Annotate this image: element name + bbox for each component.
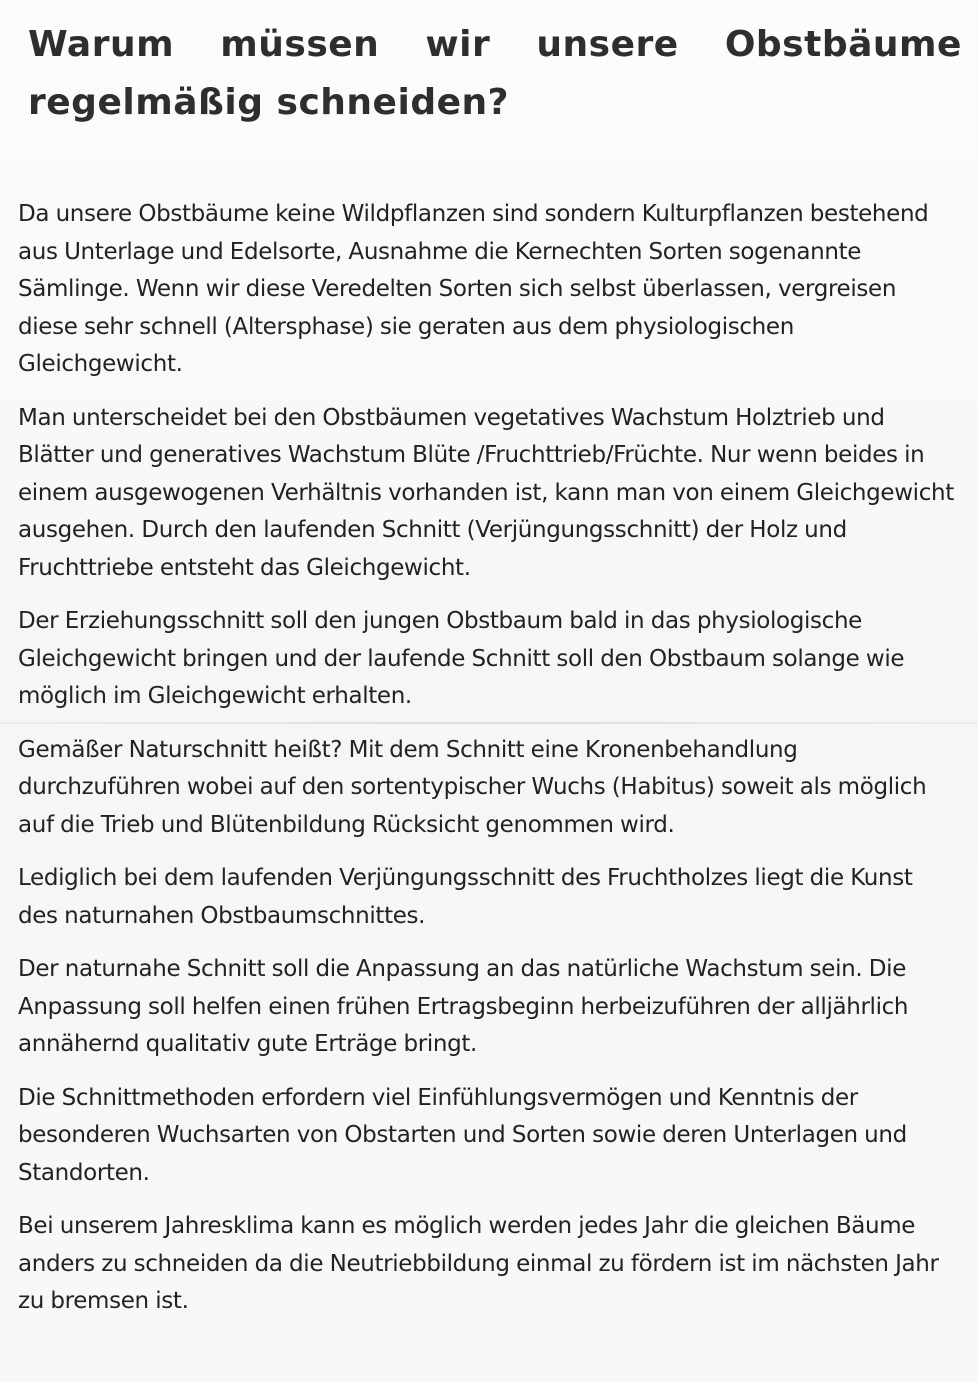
paragraph-rejuvenation: Lediglich bei dem laufenden Verjüngungsschnitt des Fruchtholzes liegt die Kunst des naturnahen Obstbaumschnittes. xyxy=(18,865,913,929)
paragraph-methods: Die Schnittmethoden erfordern viel Einfühlungsvermögen und Kenntnis der besonderen Wuchsarten von Obstarten und Sorten sowie deren Unterlagen und Standorten. xyxy=(18,1084,907,1186)
title-line-2: regelmäßig schneiden? xyxy=(28,82,510,123)
paragraph-intro: Da unsere Obstbäume keine Wildpflanzen sind sondern Kulturpflanzen bestehend aus Unterlage und Edelsorte, Ausnahme die Kernechten Sorten sogenannte Sämlinge. Wenn wir diese Veredelten Sorten sich selbst überlassen, vergreisen diese sehr schnell (Altersphase) sie geraten aus dem physiologischen Gleichgewicht. xyxy=(18,201,929,377)
paragraph-natural-cut: Gemäßer Naturschnitt heißt? Mit dem Schnitt eine Kronenbehandlung durchzuführen wobei auf den sortentypischer Wuchs (Habitus) soweit als möglich auf die Trieb und Blütenbildung Rücksicht genommen wird. xyxy=(18,736,927,838)
paragraph-climate: Bei unserem Jahresklima kann es möglich werden jedes Jahr die gleichen Bäume anders zu schneiden da die Neutriebbildung einmal zu fördern ist im nächsten Jahr zu bremsen ist. xyxy=(18,1213,939,1314)
title-word: müssen xyxy=(220,24,380,65)
paragraph-training-cut: Der Erziehungsschnitt soll den jungen Obstbaum bald in das physiologische Gleichgewicht bringen und der laufende Schnitt soll den Obstbaum solange wie möglich im Gleichgewicht erhalten. xyxy=(18,608,905,709)
title-word: Obstbäume xyxy=(724,24,962,65)
document-title xyxy=(28,16,962,132)
title-word: wir xyxy=(425,24,491,65)
document-body xyxy=(18,196,958,1337)
paragraph-adaptation: Der naturnahe Schnitt soll die Anpassung an das natürliche Wachstum sein. Die Anpassung soll helfen einen frühen Ertragsbeginn herbeizuführen der alljährlich annähernd qualitativ gute Erträge bringt. xyxy=(18,956,909,1057)
title-word: unsere xyxy=(536,24,679,65)
title-line-1 xyxy=(28,16,962,74)
title-word: Warum xyxy=(28,24,175,65)
paragraph-growth-types: Man unterscheidet bei den Obstbäumen vegetatives Wachstum Holztrieb und Blätter und generatives Wachstum Blüte /Fruchttrieb/Früchte. Nur wenn beides in einem ausgewogenen Verhältnis vorhanden ist, kann man von einem Gleichgewicht ausgehen. Durch den laufenden Schnitt (Verjüngungsschnitt) der Holz und Fruchttriebe entsteht das Gleichgewicht. xyxy=(18,404,954,581)
